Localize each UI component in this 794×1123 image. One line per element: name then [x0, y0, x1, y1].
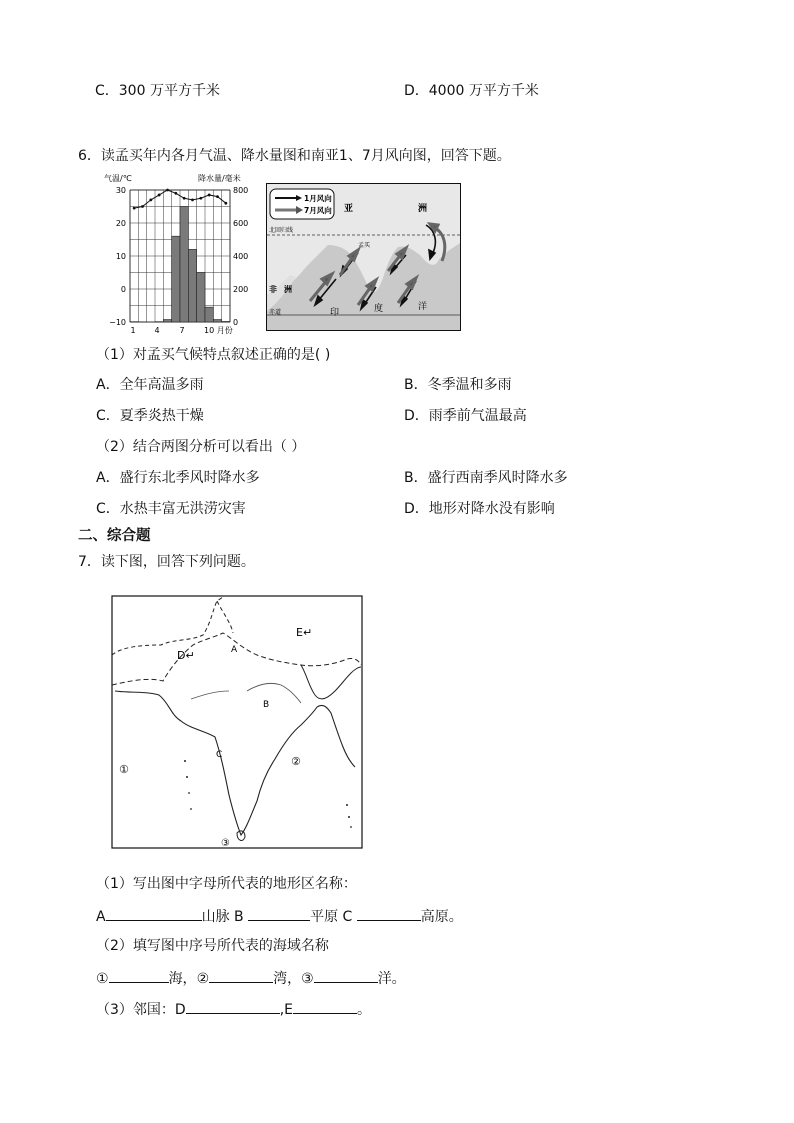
q7-answer-line-1	[96, 906, 463, 926]
q6-sub2-option-d: D．地形对降水没有影响	[404, 501, 555, 517]
chart-right-axis-label: 降水量/毫米	[198, 174, 241, 183]
blank-a[interactable]	[106, 906, 202, 921]
label-asia-1: 亚	[344, 204, 354, 214]
right-tick: 800	[233, 186, 249, 195]
label-d: D↵	[177, 649, 195, 662]
label-n1: ①	[119, 763, 129, 776]
island	[184, 760, 186, 762]
temp-point	[149, 199, 152, 202]
neighbor-mid: ,E	[279, 1002, 293, 1018]
label-n2: ②	[291, 755, 301, 768]
temp-point	[133, 207, 136, 210]
label-equator: 赤道	[269, 309, 282, 316]
q5-option-d: D．4000 万平方千米	[404, 83, 539, 99]
label-ocean-3: 洋	[418, 302, 428, 312]
island	[190, 808, 192, 810]
precip-bar	[172, 236, 180, 322]
q6-sub2-option-b: B．盛行西南季风时降水多	[404, 470, 568, 486]
left-tick: −10	[109, 318, 126, 327]
blank-1[interactable]	[109, 968, 169, 983]
q7-answer-line-3	[96, 999, 371, 1019]
q7-answer-line-2	[96, 968, 406, 988]
q6-sub2: （2）结合两图分析可以看出（ ）	[96, 439, 306, 455]
blank-c[interactable]	[357, 906, 421, 921]
q6-stem: 6．读孟买年内各月气温、降水量图和南亚1、7月风向图，回答下题。	[78, 148, 511, 164]
q6-sub1-option-c: C．夏季炎热干燥	[96, 408, 204, 424]
label-a: A	[231, 645, 238, 655]
suffix-b: 平原 C	[310, 909, 357, 925]
suffix-a: 山脉 B	[201, 909, 249, 925]
precip-bar	[213, 320, 221, 322]
label-ocean-2: 度	[374, 304, 384, 314]
climate-chart	[100, 170, 250, 335]
left-tick: 10	[115, 252, 126, 261]
chart-left-axis-label: 气温/℃	[104, 174, 132, 183]
right-tick: 400	[233, 252, 249, 261]
blank-d[interactable]	[186, 999, 280, 1014]
q6-sub1: （1）对孟买气候特点叙述正确的是( )	[96, 347, 331, 363]
suffix-2: 湾，	[273, 971, 302, 987]
neighbor-prefix: （3）邻国：D	[96, 1002, 186, 1018]
label-tropic: 北回归线	[269, 227, 294, 234]
label-b: B	[263, 700, 270, 710]
temp-point	[166, 189, 169, 192]
right-tick: 0	[233, 318, 239, 327]
precip-bar	[205, 307, 213, 322]
label-ocean-1: 印	[330, 308, 340, 318]
x-tick: 1	[130, 326, 136, 335]
precip-bar	[163, 320, 171, 322]
island	[188, 792, 190, 794]
label-e: E↵	[296, 626, 313, 639]
map-frame	[112, 596, 362, 848]
num-2: ②	[196, 971, 210, 987]
blank-2[interactable]	[209, 968, 273, 983]
blank-3[interactable]	[314, 968, 378, 983]
temp-point	[224, 202, 227, 205]
label-africa-2: 洲	[284, 285, 292, 294]
south-asia-map	[111, 595, 364, 850]
q6-sub1-option-d: D．雨季前气温最高	[404, 408, 527, 424]
left-tick: 20	[115, 219, 126, 228]
label-c: C	[216, 750, 223, 760]
temp-point	[141, 205, 144, 208]
neighbor-end: 。	[356, 1002, 371, 1018]
left-tick: 0	[120, 285, 126, 294]
label-n3: ③	[221, 838, 230, 849]
right-tick: 600	[233, 219, 249, 228]
island	[346, 804, 348, 806]
precip-bar	[197, 273, 205, 323]
temp-point	[191, 199, 194, 202]
suffix-3: 洋。	[377, 971, 406, 987]
num-1: ①	[96, 971, 109, 987]
temp-point	[199, 197, 202, 200]
right-tick: 200	[233, 285, 249, 294]
monsoon-wind-map	[266, 183, 461, 331]
q7-sub1: （1）写出图中字母所代表的地形区名称：	[96, 876, 357, 892]
precip-bar	[188, 249, 196, 322]
x-tick: 4	[154, 326, 160, 335]
letter-a: A	[96, 909, 106, 925]
temp-point	[183, 197, 186, 200]
blank-b[interactable]	[248, 906, 310, 921]
blank-e[interactable]	[293, 999, 357, 1014]
x-tick: 7	[179, 326, 185, 335]
island	[350, 826, 352, 828]
label-africa-1: 非	[269, 285, 277, 294]
section-title: 二、综合题	[78, 528, 151, 544]
suffix-c: 高原。	[420, 909, 463, 925]
q6-sub1-option-b: B．冬季温和多雨	[404, 377, 512, 393]
temp-point	[216, 195, 219, 198]
island	[348, 816, 350, 818]
q7-sub2: （2）填写图中序号所代表的海域名称	[96, 938, 329, 954]
q6-sub1-option-a: A．全年高温多雨	[96, 377, 204, 393]
legend-jan-label: 1月风向	[304, 194, 332, 203]
precip-bar	[180, 207, 188, 323]
q7-stem: 7．读下图，回答下列问题。	[78, 554, 255, 570]
legend-jul-label: 7月风向	[304, 206, 332, 215]
q6-sub2-option-c: C．水热丰富无洪涝灾害	[96, 501, 246, 517]
label-city: 孟买	[358, 242, 371, 249]
left-tick: 30	[115, 186, 126, 195]
temp-point	[158, 194, 161, 197]
q6-sub2-option-a: A．盛行东北季风时降水多	[96, 470, 260, 486]
x-tick: 10 月份	[204, 326, 233, 335]
temp-point	[208, 194, 211, 197]
island	[186, 776, 188, 778]
suffix-1: 海，	[168, 971, 197, 987]
q5-option-c: C．300 万平方千米	[95, 83, 220, 99]
label-asia-2: 洲	[418, 204, 428, 214]
temp-point	[174, 192, 177, 195]
num-3: ③	[301, 971, 314, 987]
